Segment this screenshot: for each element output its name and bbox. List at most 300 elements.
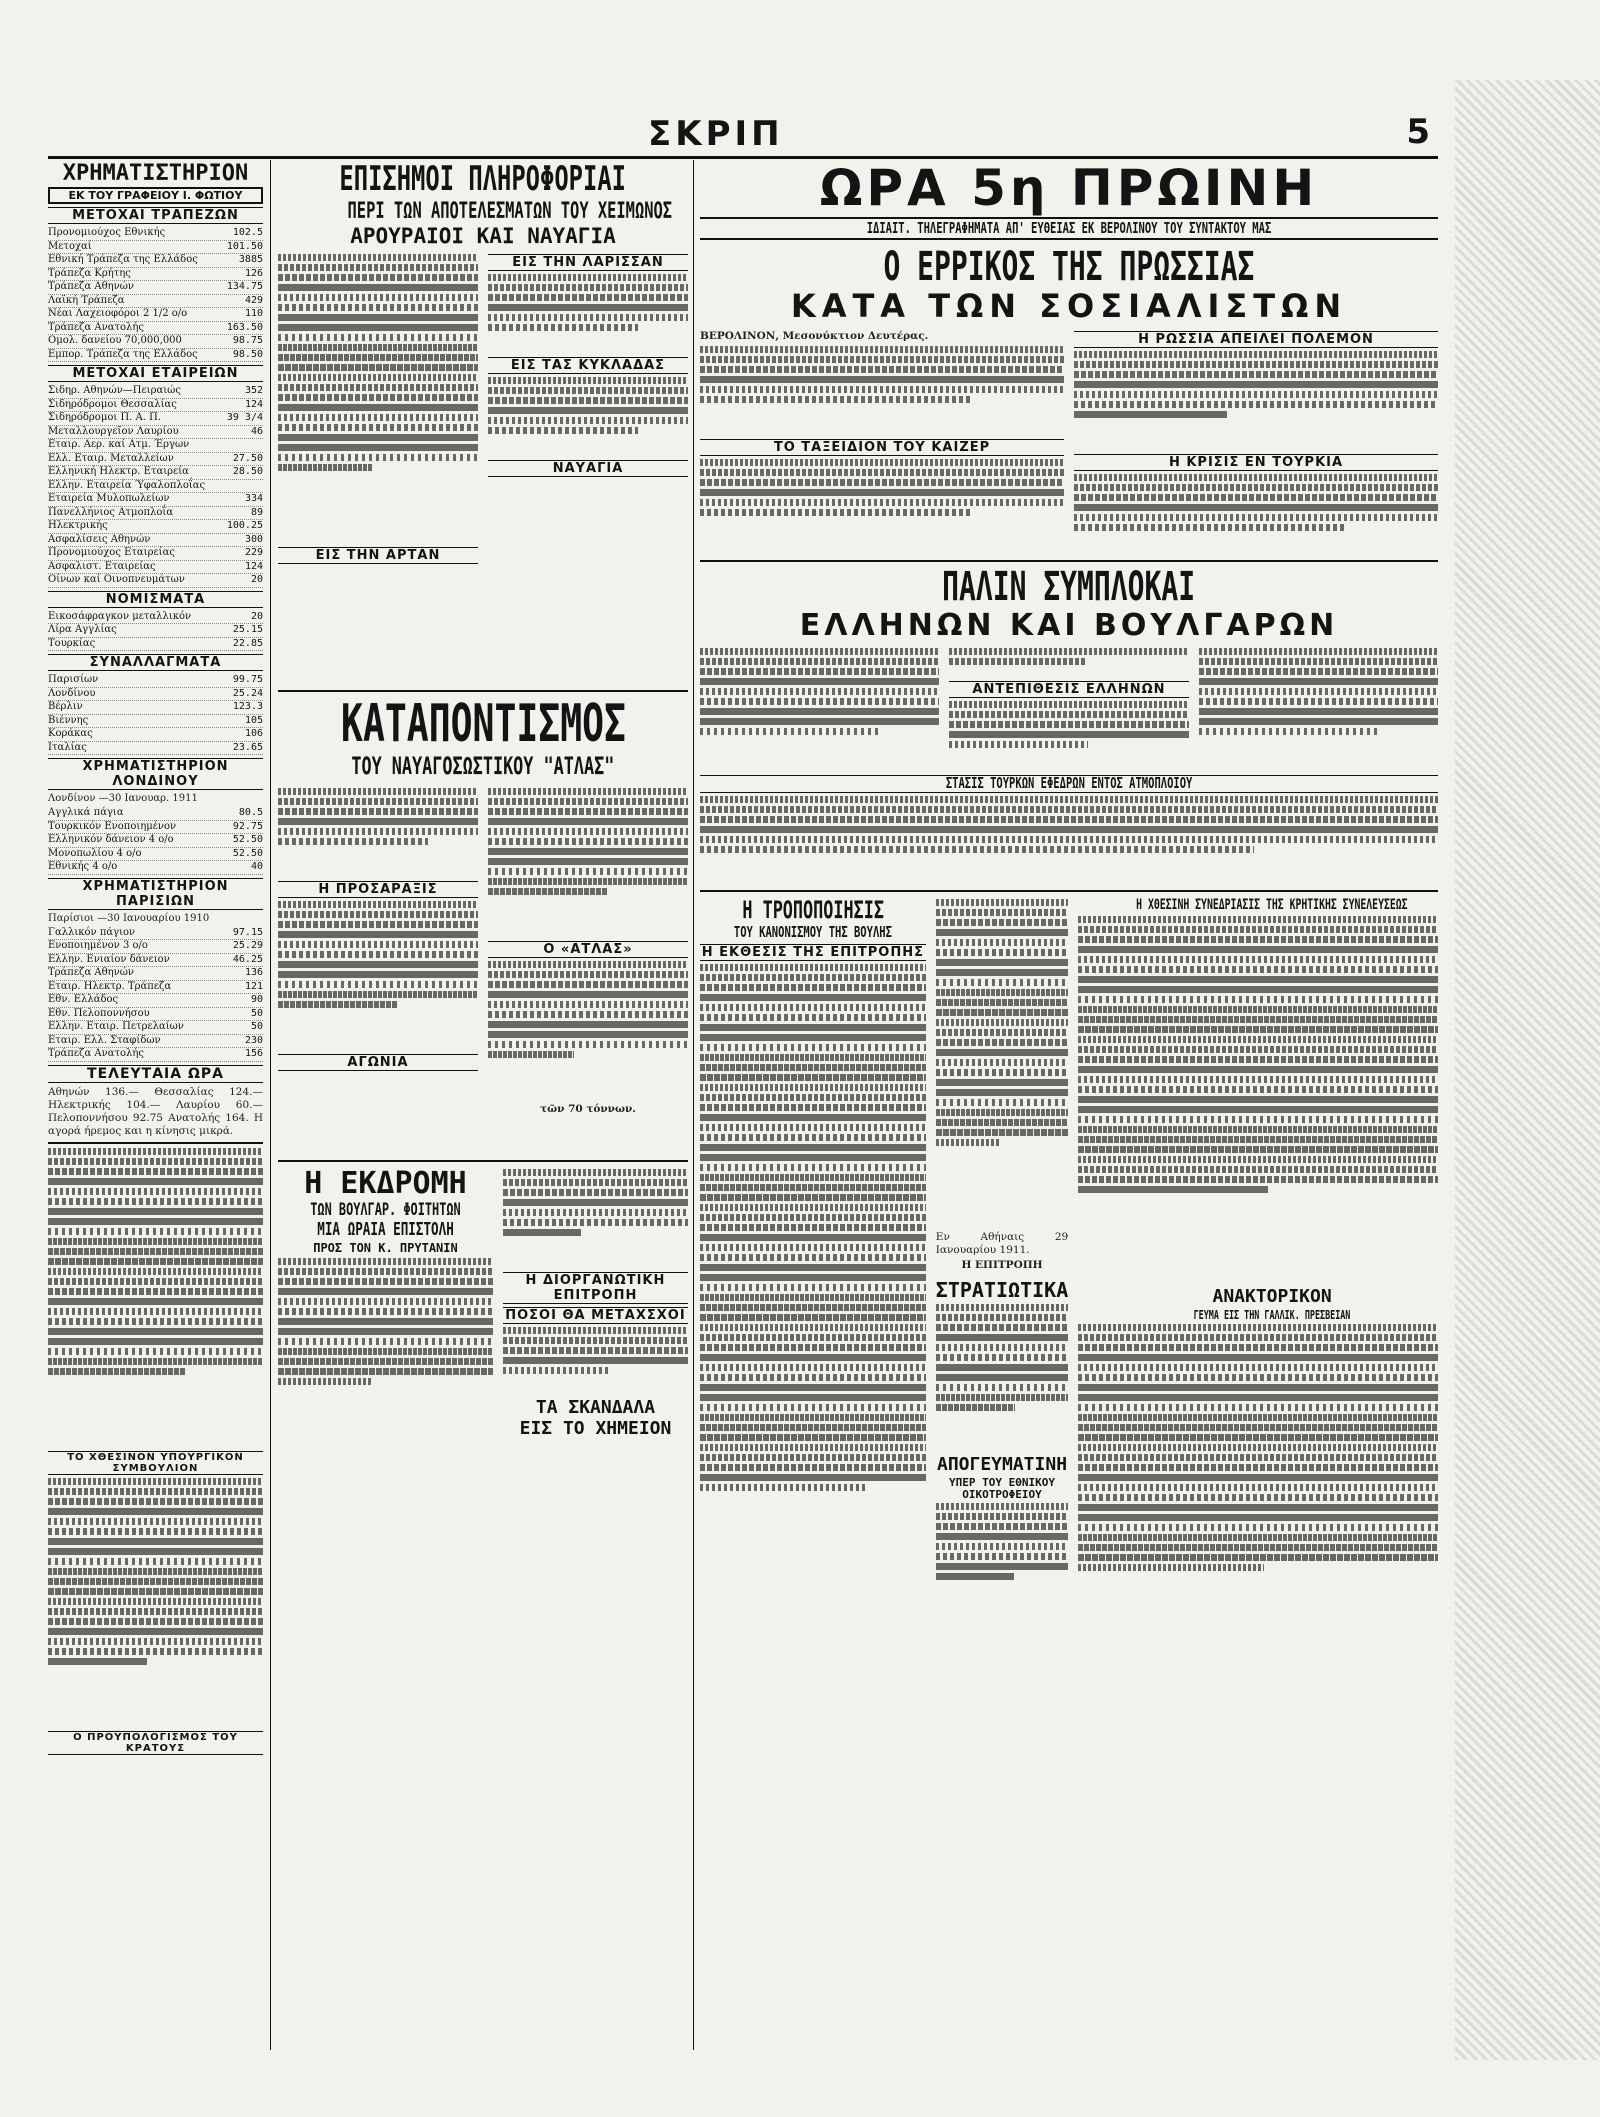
- stock-row: [48, 1048, 263, 1062]
- article-body: [700, 796, 1438, 886]
- stock-name: Ιταλίας: [48, 741, 87, 753]
- stock-name: Τράπεζα Αθηνών: [48, 967, 134, 979]
- cyclades-heading: ΕΙΣ ΤΑΣ ΚΥΚΛΑΔΑΣ: [488, 357, 688, 374]
- stock-name: Εμπορ. Τράπεζα της Ελλάδος: [48, 348, 198, 360]
- text-line: [48, 1518, 263, 1525]
- text-line: [488, 377, 688, 384]
- text-line: [48, 1508, 263, 1515]
- stock-row: [48, 561, 263, 575]
- text-line: [48, 1318, 263, 1325]
- text-line: [700, 994, 926, 1001]
- text-line: [700, 1274, 926, 1281]
- text-line: [278, 921, 478, 928]
- stock-row: [48, 638, 263, 652]
- stock-name: Εικοσάφραγκον μεταλλικόν: [48, 610, 192, 622]
- article-body: [700, 346, 1064, 436]
- text-line: [700, 1154, 926, 1161]
- text-line: [700, 728, 882, 735]
- text-line: [1078, 936, 1438, 943]
- text-line: [1078, 1146, 1438, 1153]
- text-line: [700, 816, 1438, 823]
- stock-row: [48, 254, 263, 268]
- banner-title: ΩΡΑ 5η ΠΡΩΙΝΗ: [819, 160, 1319, 217]
- text-line: [278, 304, 478, 311]
- stock-name: Μετοχαί: [48, 240, 92, 252]
- banks-heading: ΜΕΤΟΧΑΙ ΤΡΑΠΕΖΩΝ: [48, 207, 263, 224]
- article-body: [700, 964, 926, 1654]
- text-line: [278, 991, 478, 998]
- companies-heading: ΜΕΤΟΧΑΙ ΕΤΑΙΡΕΙΩΝ: [48, 365, 263, 382]
- text-line: [700, 1454, 926, 1461]
- stock-value: 89: [250, 506, 263, 518]
- text-line: [1199, 688, 1438, 695]
- sinking-subtitle: ΤΟΥ ΝΑΥΑΓΟΣΩΣΤΙΚΟΥ "ΑΤΛΑΣ": [351, 751, 615, 780]
- text-line: [278, 981, 478, 988]
- text-line: [700, 1014, 926, 1021]
- text-line: [1199, 708, 1438, 715]
- text-line: [278, 464, 372, 471]
- text-line: [1078, 1424, 1438, 1431]
- text-line: [488, 961, 688, 968]
- text-line: [700, 1414, 926, 1421]
- text-line: [48, 1488, 263, 1495]
- section-divider: [278, 1160, 688, 1162]
- reactions-heading: ΑΝΤΕΠΙΘΕΣΙΣ ΕΛΛΗΝΩΝ: [949, 681, 1188, 698]
- text-line: [1078, 926, 1438, 933]
- text-line: [700, 499, 1064, 506]
- text-line: [1199, 678, 1438, 685]
- text-line: [700, 796, 1438, 803]
- text-line: [949, 721, 1188, 728]
- text-line: [488, 991, 688, 998]
- stock-row: [48, 241, 263, 255]
- text-line: [936, 1533, 1068, 1540]
- text-line: [488, 407, 688, 414]
- text-line: [700, 826, 1438, 833]
- article-body: [700, 459, 1064, 539]
- text-line: [936, 1523, 1068, 1530]
- text-line: [700, 1184, 926, 1191]
- text-line: [48, 1268, 263, 1275]
- stock-name: Ασφαλίσεις Αθηνών: [48, 533, 151, 545]
- text-line: [1078, 946, 1438, 953]
- torn-page-edge: [1455, 80, 1600, 2060]
- text-line: [1074, 494, 1438, 501]
- stock-value: 126: [244, 267, 263, 279]
- text-line: [936, 1079, 1068, 1086]
- text-line: [278, 838, 428, 845]
- stock-name: Νέαι Λαχειοφόροι 2 1/2 ο/ο: [48, 308, 188, 320]
- text-line: [48, 1348, 263, 1355]
- text-line: [700, 1074, 926, 1081]
- stock-name: Παρισίων: [48, 674, 99, 686]
- newspaper-name: ΣΚΡΙΠ: [648, 114, 784, 154]
- text-line: [278, 1338, 493, 1345]
- text-line: [936, 1334, 1068, 1341]
- text-line: [700, 658, 939, 665]
- text-line: [488, 1011, 688, 1018]
- text-line: [936, 989, 1068, 996]
- text-line: [48, 1648, 263, 1655]
- text-line: [700, 1394, 926, 1401]
- text-line: [488, 324, 638, 331]
- palace-subtitle: ΓΕΥΜΑ ΕΙΣ ΤΗΝ ΓΑΛΛΙΚ. ΠΡΕΣΒΕΙΑΝ: [1193, 1307, 1351, 1322]
- stock-row: [48, 453, 263, 467]
- text-line: [700, 1164, 926, 1171]
- text-line: [503, 1367, 610, 1374]
- stock-value: 98.50: [232, 348, 263, 360]
- text-line: [1078, 1006, 1438, 1013]
- text-line: [488, 868, 688, 875]
- article-body: [278, 901, 478, 1051]
- stock-value: 27.50: [232, 452, 263, 464]
- text-line: [278, 971, 478, 978]
- text-line: [48, 1528, 263, 1535]
- text-line: [488, 1041, 688, 1048]
- text-line: [488, 838, 688, 845]
- collision-heading: Η ΠΡΟΣΑΡΑΞΙΣ: [278, 881, 478, 898]
- stock-row: [48, 547, 263, 561]
- scandals-title: ΤΑ ΣΚΑΝΔΑΛΑ: [535, 1397, 656, 1418]
- text-line: [700, 1264, 926, 1271]
- agony-heading: ΑΓΩΝΙΑ: [278, 1054, 478, 1071]
- text-line: [700, 1204, 926, 1211]
- text-line: [488, 1001, 688, 1008]
- text-line: [936, 1039, 1068, 1046]
- text-line: [700, 1314, 926, 1321]
- stock-name: Τράπεζα Αθηνών: [48, 281, 134, 293]
- text-line: [700, 1214, 926, 1221]
- text-line: [48, 1618, 263, 1625]
- stock-row: [48, 507, 263, 521]
- text-line: [48, 1358, 263, 1365]
- stock-value: 100.25: [226, 520, 263, 532]
- excursion-article: [278, 1166, 688, 1496]
- text-line: [278, 931, 478, 938]
- text-line: [488, 981, 688, 988]
- text-line: [48, 1148, 263, 1155]
- text-line: [1078, 1384, 1438, 1391]
- stock-name: Ελλ. Εταιρ. Μεταλλείων: [48, 452, 174, 464]
- text-line: [488, 1051, 574, 1058]
- text-line: [949, 731, 1188, 738]
- article-body: [1199, 648, 1438, 768]
- stock-name: Βιέννης: [48, 714, 89, 726]
- stock-value: 23.65: [232, 741, 263, 753]
- stock-row: [48, 994, 263, 1008]
- turkey-heading: Η ΚΡΙΣΙΣ ΕΝ ΤΟΥΡΚΙΑ: [1074, 454, 1438, 471]
- text-line: [278, 1278, 493, 1285]
- text-line: [700, 1464, 926, 1471]
- prussia-headline-2: ΚΑΤΑ ΤΩΝ ΣΟΣΙΑΛΙΣΤΩΝ: [790, 287, 1348, 326]
- text-line: [1078, 1036, 1438, 1043]
- text-line: [1078, 1344, 1438, 1351]
- article-body: [488, 961, 688, 1101]
- stock-value: 110: [244, 308, 263, 320]
- text-line: [700, 1364, 926, 1371]
- stock-name: Λίρα Αγγλίας: [48, 624, 117, 636]
- text-line: [1078, 1534, 1438, 1541]
- article-body: [1074, 474, 1438, 554]
- article-body: [936, 899, 1068, 1229]
- stock-name: Ελληνική Ηλεκτρ. Εταιρεία: [48, 466, 189, 478]
- text-line: [700, 1424, 926, 1431]
- text-line: [278, 444, 478, 451]
- text-line: [278, 274, 478, 281]
- stock-value: 28.50: [232, 466, 263, 478]
- stock-name: Προνομιούχος Εθνικής: [48, 227, 166, 239]
- text-line: [48, 1328, 263, 1335]
- text-line: [278, 1288, 493, 1295]
- text-line: [278, 901, 478, 908]
- stock-name: Γαλλικόν πάγιον: [48, 926, 136, 938]
- stock-name: Μονοπωλίου 4 ο/ο: [48, 847, 142, 859]
- text-line: [278, 1298, 493, 1305]
- text-line: [936, 1109, 1068, 1116]
- exchange-heading: ΣΥΝΑΛΛΑΓΜΑΤΑ: [48, 654, 263, 671]
- text-line: [700, 1174, 926, 1181]
- text-line: [278, 324, 478, 331]
- excursion-subtitle: ΤΩΝ ΒΟΥΛΓΑΡ. ΦΟΙΤΗΤΩΝ: [310, 1199, 461, 1220]
- text-line: [1078, 1026, 1438, 1033]
- stock-name: Λαϊκή Τράπεζα: [48, 294, 125, 306]
- stock-name: Τράπεζα Κρήτης: [48, 267, 131, 279]
- stock-name: Εθνικής 4 ο/ο: [48, 861, 118, 873]
- text-line: [1074, 524, 1347, 531]
- stock-row: [48, 534, 263, 548]
- stock-name: Σιδηρ. Αθηνών—Πειραιώς: [48, 385, 181, 397]
- stock-row: [48, 861, 263, 875]
- page-number: 5: [1406, 112, 1430, 152]
- stock-value: 92.75: [232, 820, 263, 832]
- text-line: [278, 344, 478, 351]
- text-line: [700, 1254, 926, 1261]
- text-line: [488, 808, 688, 815]
- text-line: [1078, 916, 1438, 923]
- stock-name: Τουρκίας: [48, 637, 96, 649]
- stock-value: 124: [244, 560, 263, 572]
- text-line: [278, 961, 478, 968]
- article-body: [1078, 916, 1438, 1286]
- stock-value: 106: [244, 728, 263, 740]
- text-line: [700, 1324, 926, 1331]
- stock-name: Προνομιούχος Εταιρείας: [48, 547, 175, 559]
- text-line: [700, 1384, 926, 1391]
- text-line: [700, 386, 1064, 393]
- text-line: [936, 1354, 1068, 1361]
- article-body: [1078, 1324, 1438, 1654]
- stock-name: Μεταλλουργεῖον Λαυρίου: [48, 425, 179, 437]
- text-line: [700, 1084, 926, 1091]
- text-line: [278, 384, 478, 391]
- text-line: [503, 1347, 688, 1354]
- text-line: [278, 434, 478, 441]
- stock-name: Τράπεζα Ανατολής: [48, 1048, 144, 1060]
- text-line: [488, 888, 608, 895]
- text-line: [700, 1054, 926, 1061]
- text-line: [1078, 1454, 1438, 1461]
- stock-name: Εταιρ. Αερ. καί Ατμ. Έργων: [48, 439, 190, 451]
- text-line: [278, 364, 478, 371]
- stock-value: 80.5: [238, 807, 263, 819]
- text-line: [936, 1324, 1068, 1331]
- letter-heading: ΜΙΑ ΩΡΑΙΑ ΕΠΙΣΤΟΛΗ: [317, 1219, 454, 1241]
- text-line: [700, 836, 1438, 843]
- stock-row: [48, 1021, 263, 1035]
- text-line: [1078, 1096, 1438, 1103]
- text-line: [488, 427, 638, 434]
- text-line: [1078, 1016, 1438, 1023]
- text-line: [278, 254, 478, 261]
- text-line: [48, 1558, 263, 1565]
- text-line: [48, 1628, 263, 1635]
- text-line: [936, 1069, 1068, 1076]
- text-line: [278, 1308, 493, 1315]
- text-line: [936, 1019, 1068, 1026]
- text-line: [488, 828, 688, 835]
- text-line: [1078, 1404, 1438, 1411]
- text-line: [48, 1228, 263, 1235]
- text-line: [503, 1337, 688, 1344]
- stock-value: 25.29: [232, 940, 263, 952]
- text-line: [936, 1513, 1068, 1520]
- stock-value: 163.50: [226, 321, 263, 333]
- text-line: [48, 1338, 263, 1345]
- banks-list: [48, 227, 263, 362]
- stock-value: 230: [244, 1034, 263, 1046]
- text-line: [700, 1444, 926, 1451]
- text-line: [1074, 411, 1227, 418]
- text-line: [700, 1104, 926, 1111]
- text-line: [936, 1563, 1068, 1570]
- text-line: [1078, 1186, 1268, 1193]
- text-line: [700, 1404, 926, 1411]
- text-line: [700, 366, 1064, 373]
- exchange-list: [48, 674, 263, 755]
- stock-name: Ενοποιημένον 3 ο/ο: [48, 940, 148, 952]
- london-heading: ΧΡΗΜΑΤΙΣΤΗΡΙΟΝ ΛΟΝΔΙΝΟΥ: [48, 758, 263, 790]
- stock-value: 97.15: [232, 926, 263, 938]
- text-line: [503, 1179, 688, 1186]
- text-line: [936, 1089, 1068, 1096]
- article-body: [1074, 351, 1438, 451]
- stock-value: 46: [250, 425, 263, 437]
- text-line: [278, 1318, 493, 1325]
- text-line: [700, 1374, 926, 1381]
- text-line: [488, 1031, 688, 1038]
- amend-title: Η ΤΡΟΠΟΠΟΙΗΣΙΣ: [742, 896, 884, 925]
- section-divider: [700, 560, 1438, 562]
- text-line: [700, 1294, 926, 1301]
- stock-name: Σιδηρόδρομοι Π. Α. Π.: [48, 412, 161, 424]
- stock-row: [48, 268, 263, 282]
- text-line: [700, 1474, 926, 1481]
- text-line: [278, 354, 478, 361]
- stock-row: [48, 426, 263, 440]
- sinking-tons: τῶν 70 τόννων.: [540, 1102, 636, 1115]
- text-line: [503, 1199, 688, 1206]
- text-line: [700, 718, 939, 725]
- text-line: [936, 1314, 1068, 1321]
- text-line: [949, 658, 1085, 665]
- paris-date: Παρίσιοι —30 Ιανουαρίου 1910: [48, 912, 210, 924]
- text-line: [1199, 668, 1438, 675]
- text-line: [1078, 1354, 1438, 1361]
- text-line: [700, 974, 926, 981]
- arta-heading: ΕΙΣ ΤΗΝ ΑΡΤΑΝ: [278, 547, 478, 564]
- stock-name: Εταιρεία Μυλοπωλείων: [48, 493, 170, 505]
- text-line: [1074, 514, 1438, 521]
- article-body: [949, 701, 1188, 771]
- stock-value: 124: [244, 398, 263, 410]
- text-line: [278, 1368, 493, 1375]
- text-line: [936, 999, 1068, 1006]
- stock-value: 25.15: [232, 624, 263, 636]
- article-body: [936, 1304, 1068, 1454]
- text-line: [936, 1573, 1014, 1580]
- stock-name: Ελληνικόν δάνειον 4 ο/ο: [48, 834, 174, 846]
- text-line: [700, 698, 939, 705]
- text-line: [48, 1608, 263, 1615]
- text-line: [278, 264, 478, 271]
- article-body: [700, 648, 939, 768]
- amend-date: Εν Αθήναις 29 Ιανουαρίου 1911.: [935, 1231, 1069, 1257]
- text-line: [278, 941, 478, 948]
- stock-value: 46.25: [232, 953, 263, 965]
- text-line: [48, 1478, 263, 1485]
- stock-row: [48, 281, 263, 295]
- stock-row: [48, 574, 263, 588]
- text-line: [936, 1344, 1068, 1351]
- text-line: [1199, 698, 1438, 705]
- text-line: [1078, 1474, 1438, 1481]
- text-line: [48, 1278, 263, 1285]
- paris-heading: ΧΡΗΜΑΤΙΣΤΗΡΙΟΝ ΠΑΡΙΣΙΩΝ: [48, 878, 263, 910]
- stock-name: Τράπεζα Ανατολής: [48, 321, 144, 333]
- excursion-title: Η ΕΚΔΡΟΜΗ: [304, 1166, 467, 1201]
- stock-row: [48, 715, 263, 729]
- text-line: [1078, 1514, 1438, 1521]
- text-line: [700, 1064, 926, 1071]
- stock-value: 134.75: [226, 281, 263, 293]
- text-line: [1078, 1504, 1438, 1511]
- stock-row: [48, 439, 263, 453]
- text-line: [1078, 1334, 1438, 1341]
- stock-row: [48, 807, 263, 821]
- stock-row: [48, 322, 263, 336]
- text-line: [700, 479, 1064, 486]
- text-line: [48, 1258, 263, 1265]
- stock-row: [48, 308, 263, 322]
- text-line: [48, 1218, 263, 1225]
- report-heading: Η ΕΚΘΕΣΙΣ ΤΗΣ ΕΠΙΤΡΟΠΗΣ: [701, 945, 925, 961]
- text-line: [48, 1168, 263, 1175]
- text-line: [488, 858, 688, 865]
- text-line: [700, 846, 1254, 853]
- stock-subtitle: ΕΚ ΤΟΥ ΓΡΑΦΕΙΟΥ Ι. ΦΩΤΙΟΥ: [48, 187, 263, 204]
- text-line: [1078, 1136, 1438, 1143]
- stock-value: 101.50: [226, 240, 263, 252]
- text-line: [700, 1114, 926, 1121]
- text-line: [1078, 1086, 1438, 1093]
- sinking-article: [278, 695, 688, 1150]
- column-rule: [693, 160, 694, 2050]
- stock-value: 429: [244, 294, 263, 306]
- stock-row: [48, 295, 263, 309]
- stock-row: [48, 927, 263, 941]
- stock-row: [48, 954, 263, 968]
- text-line: [1078, 1066, 1438, 1073]
